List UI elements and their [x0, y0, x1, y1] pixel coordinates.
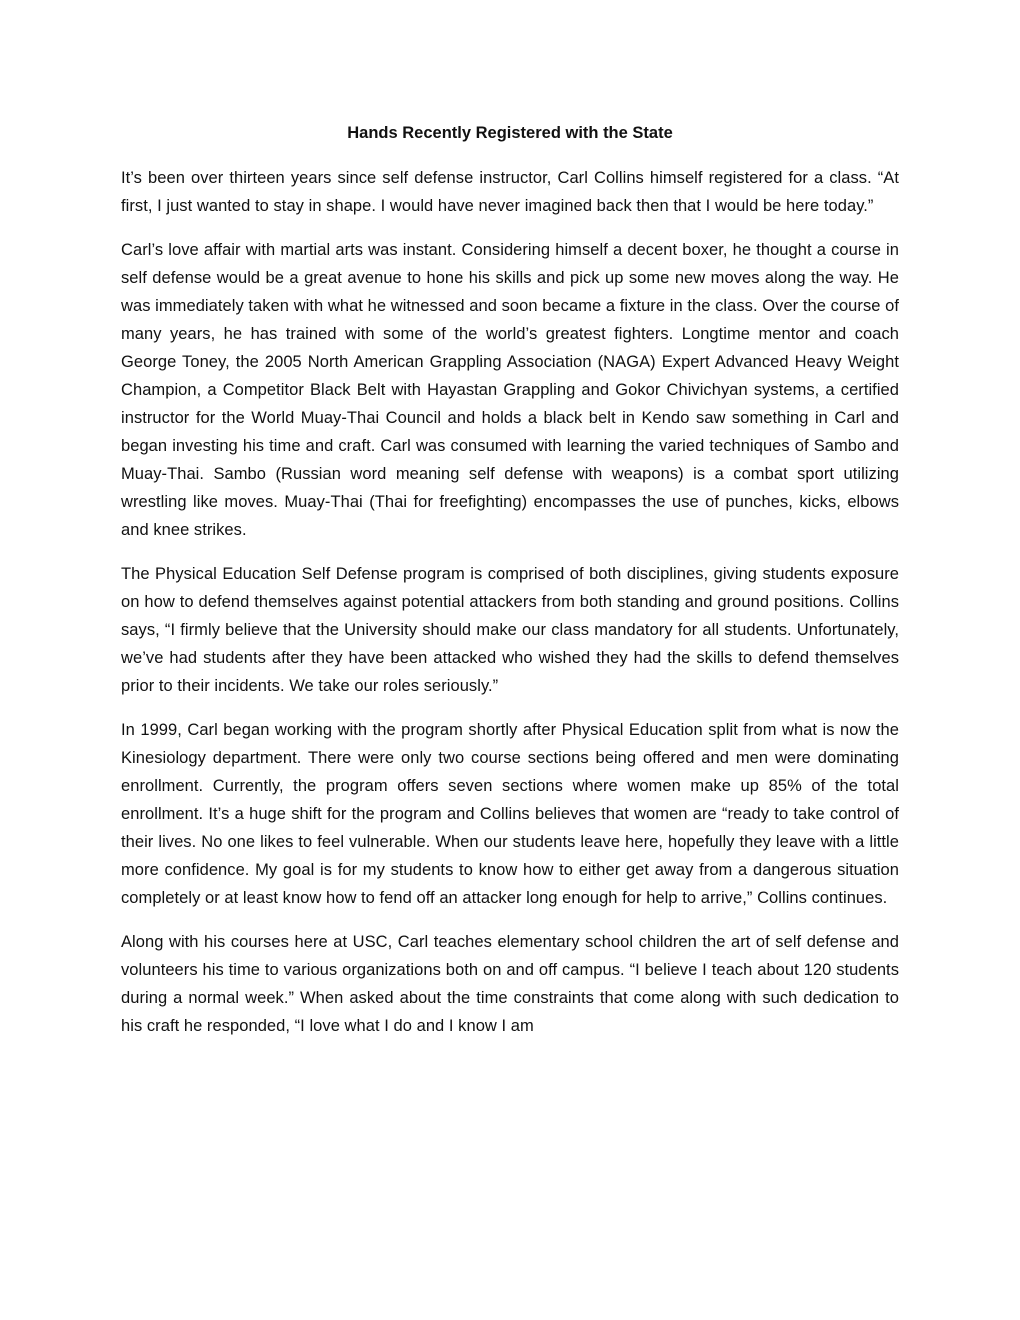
paragraph-2: Carl’s love affair with martial arts was instant. Considering himself a decent boxer, he thought a course in self defense would be a great avenue to hone his skills and pick up some new moves along the way. He was immediately taken with what he witnessed and soon became a fixture in the class. Over the course of many years, he has trained with some of the world’s greatest fighters. Longtime mentor and coach George Toney, the 2005 North American Grappling Association (NAGA) Expert Advanced Heavy Weight Champion, a Competitor Black Belt with Hayastan Grappling and Gokor Chivichyan systems, a certified instructor for the World Muay-Thai Council and holds a black belt in Kendo saw something in Carl and began investing his time and craft. Carl was consumed with learning the varied techniques of Sambo and Muay-Thai. Sambo (Russian word meaning self defense with weapons) is a combat sport utilizing wrestling like moves. Muay-Thai (Thai for freefighting) encompasses the use of punches, kicks, elbows and knee strikes.	[121, 241, 899, 539]
paragraph-5: Along with his courses here at USC, Carl teaches elementary school children the art of self defense and volunteers his time to various organizations both on and off campus. “I believe I teach about 120 students during a normal week.” When asked about the time constraints that come along with such dedication to his craft he responded, “I love what I do and I know I am	[121, 933, 899, 1035]
document-title: Hands Recently Registered with the State	[347, 124, 673, 142]
document-page	[121, 120, 899, 1056]
paragraph-3: The Physical Education Self Defense program is comprised of both disciplines, giving students exposure on how to defend themselves against potential attackers from both standing and ground positions. Collins says, “I firmly believe that the University should make our class mandatory for all students. Unfortunately, we’ve had students after they have been attacked who wished they had the skills to defend themselves prior to their incidents. We take our roles seriously.”	[121, 565, 899, 695]
paragraph-4: In 1999, Carl began working with the program shortly after Physical Education split from what is now the Kinesiology department. There were only two course sections being offered and men were dominating enrollment. Currently, the program offers seven sections where women make up 85% of the total enrollment. It’s a huge shift for the program and Collins believes that women are “ready to take control of their lives. No one likes to feel vulnerable. When our students leave here, hopefully they leave with a little more confidence. My goal is for my students to know how to either get away from a dangerous situation completely or at least know how to fend off an attacker long enough for help to arrive,” Collins continues.	[121, 721, 899, 907]
paragraph-1: It’s been over thirteen years since self defense instructor, Carl Collins himself registered for a class. “At first, I just wanted to stay in shape. I would have never imagined back then that I would be here today.”	[121, 169, 899, 215]
